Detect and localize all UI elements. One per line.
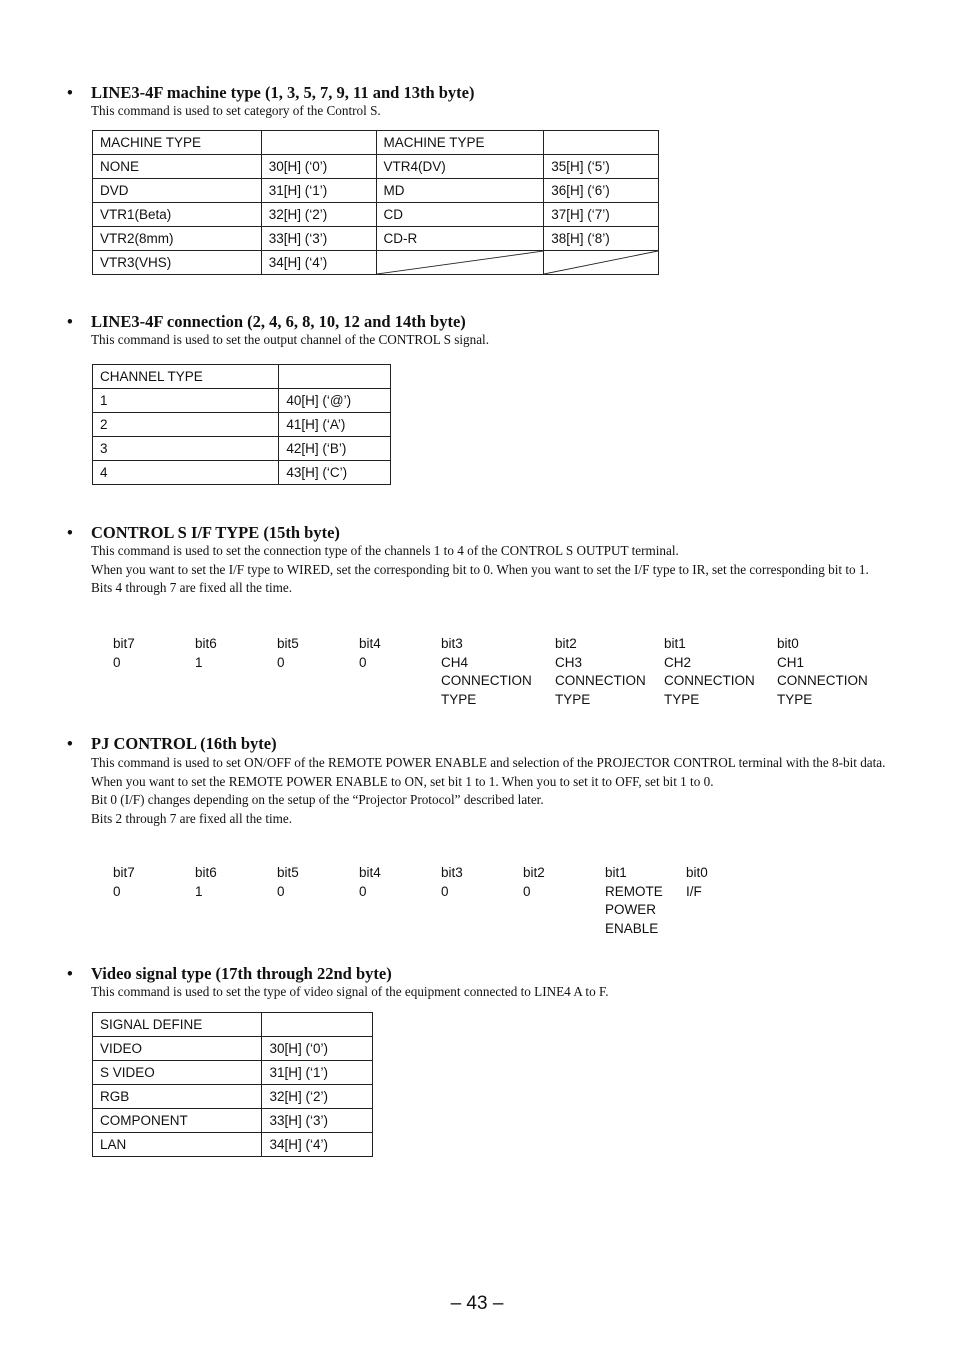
machine-type-heading	[67, 83, 474, 103]
table-cell: LAN	[93, 1133, 262, 1157]
connection-description: This command is used to set the output channel of the CONTROL S signal.	[91, 332, 490, 347]
video-signal-description: This command is used to set the type of video signal of the equipment connected to LINE4 A to F.	[91, 984, 609, 999]
connection-title: LINE3-4F connection (2, 4, 6, 8, 10, 12 and 14th byte)	[91, 312, 466, 331]
table-cell: 31[H] (‘1’)	[262, 1061, 373, 1085]
table-cell: 32[H] (‘2’)	[261, 203, 376, 227]
bullet-icon: •	[67, 734, 73, 753]
table-cell: CHANNEL TYPE	[93, 365, 279, 389]
bit-label: bit1	[605, 865, 627, 880]
bit-column-bit2	[555, 635, 646, 709]
bit-value: CH1	[777, 654, 805, 670]
bit-value: 1	[195, 654, 203, 670]
table-row	[93, 437, 391, 461]
bit-label: bit6	[195, 865, 217, 880]
connection-heading	[67, 312, 466, 332]
bullet-icon: •	[67, 83, 73, 102]
table-cell: 31[H] (‘1’)	[261, 179, 376, 203]
diagonal-line	[377, 251, 544, 274]
page-number: – 43 –	[450, 1293, 504, 1314]
table-header-row	[93, 1013, 373, 1037]
table-cell: MACHINE TYPE	[93, 131, 262, 155]
table-cell: 42[H] (‘B’)	[279, 437, 391, 461]
empty-diagonal-cell	[544, 251, 659, 275]
bit-value: 0	[441, 883, 449, 899]
table-row	[93, 1037, 373, 1061]
table-cell: COMPONENT	[93, 1109, 262, 1133]
table-row	[93, 179, 659, 203]
bit-value: 0	[277, 654, 285, 670]
bit-column-bit0	[777, 635, 868, 709]
bit-column-bit7	[113, 635, 135, 672]
table-cell	[544, 131, 659, 155]
table-cell: VTR1(Beta)	[93, 203, 262, 227]
table-cell: MD	[376, 179, 544, 203]
bit-column-bit4	[359, 635, 381, 672]
bit-value: TYPE	[441, 691, 477, 707]
table-cell: 33[H] (‘3’)	[262, 1109, 373, 1133]
table-cell: 35[H] (‘5’)	[544, 155, 659, 179]
bit-value: 0	[523, 883, 531, 899]
table-cell: 4	[93, 461, 279, 485]
video-signal-table	[92, 1012, 373, 1157]
bit-label: bit2	[523, 865, 545, 880]
table-cell: VTR3(VHS)	[93, 251, 262, 275]
bit-value: TYPE	[664, 691, 700, 707]
table-cell: 37[H] (‘7’)	[544, 203, 659, 227]
bit-value: REMOTE	[605, 883, 663, 899]
bit-value: I/F	[686, 883, 702, 899]
bit-label: bit7	[113, 636, 135, 651]
table-cell: RGB	[93, 1085, 262, 1109]
table-cell: S VIDEO	[93, 1061, 262, 1085]
table-row	[93, 155, 659, 179]
video-signal-title: Video signal type (17th through 22nd byte)	[91, 964, 392, 983]
table-row	[93, 389, 391, 413]
table-cell: VTR4(DV)	[376, 155, 544, 179]
bit-label: bit6	[195, 636, 217, 651]
table-cell: CD-R	[376, 227, 544, 251]
table-cell: 43[H] (‘C’)	[279, 461, 391, 485]
control-s-description: This command is used to set the connection type of the channels 1 to 4 of the CONTROL S OUTPUT terminal. When you want to set the I/F type to WIRED, set the corresponding bit to 0. When you want to set the I/F type to IR, set the corresponding bit to 1. Bits 4 through 7 are fixed all the time.	[91, 543, 869, 596]
bit-column-bit4	[359, 864, 381, 901]
bit-value: 0	[113, 883, 121, 899]
control-s-title: CONTROL S I/F TYPE (15th byte)	[91, 523, 340, 542]
bit-column-bit1	[605, 864, 663, 938]
bit-value: 0	[113, 654, 121, 670]
bit-label: bit7	[113, 865, 135, 880]
bit-value: CONNECTION	[441, 673, 532, 688]
bit-column-bit5	[277, 635, 299, 672]
control-s-bit-layout	[0, 635, 954, 715]
bit-column-bit3	[441, 864, 463, 901]
bit-column-bit0	[686, 864, 708, 901]
bit-value: 0	[359, 883, 367, 899]
table-cell: VIDEO	[93, 1037, 262, 1061]
bullet-icon: •	[67, 964, 73, 983]
bit-value: CONNECTION	[664, 673, 755, 688]
pj-control-bit-layout	[0, 864, 954, 944]
table-cell: 36[H] (‘6’)	[544, 179, 659, 203]
diagonal-line	[544, 251, 658, 274]
bit-label: bit0	[777, 636, 799, 651]
bit-value: 1	[195, 883, 203, 899]
table-cell	[279, 365, 391, 389]
bit-label: bit2	[555, 636, 577, 651]
bullet-icon: •	[67, 523, 73, 542]
table-cell: 34[H] (‘4’)	[261, 251, 376, 275]
table-cell: SIGNAL DEFINE	[93, 1013, 262, 1037]
pj-control-description: This command is used to set ON/OFF of the REMOTE POWER ENABLE and selection of the PROJECTOR CONTROL terminal with the 8-bit data. When you want to set the REMOTE POWER ENABLE to ON, set bit 1 to 1. When you to set it to OFF, set bit 1 to 0. Bit 0 (I/F) changes depending on the setup of the “Projector Protocol” described later. Bits 2 through 7 are fixed all the time.	[91, 755, 886, 826]
bit-column-bit1	[664, 635, 755, 709]
table-row	[93, 1085, 373, 1109]
table-header-row	[93, 365, 391, 389]
table-cell: 30[H] (‘0’)	[262, 1037, 373, 1061]
bit-value: CONNECTION	[777, 673, 868, 688]
bit-label: bit3	[441, 636, 463, 651]
bit-value: TYPE	[777, 691, 813, 707]
table-row	[93, 461, 391, 485]
table-cell: 41[H] (‘A’)	[279, 413, 391, 437]
bit-label: bit0	[686, 865, 708, 880]
machine-type-table	[92, 130, 659, 275]
bullet-icon: •	[67, 312, 73, 331]
table-cell: 30[H] (‘0’)	[261, 155, 376, 179]
bit-column-bit3	[441, 635, 532, 709]
table-row	[93, 251, 659, 275]
bit-value: 0	[359, 654, 367, 670]
bit-label: bit1	[664, 636, 686, 651]
pj-control-title: PJ CONTROL (16th byte)	[91, 734, 277, 753]
table-row	[93, 1133, 373, 1157]
table-cell: 3	[93, 437, 279, 461]
machine-type-title: LINE3-4F machine type (1, 3, 5, 7, 9, 11 and 13th byte)	[91, 83, 475, 102]
bit-value: TYPE	[555, 691, 591, 707]
table-cell	[261, 131, 376, 155]
table-cell: NONE	[93, 155, 262, 179]
table-cell	[262, 1013, 373, 1037]
table-row	[93, 1109, 373, 1133]
bit-label: bit4	[359, 865, 381, 880]
bit-value: CONNECTION	[555, 673, 646, 688]
table-cell: 38[H] (‘8’)	[544, 227, 659, 251]
bit-column-bit5	[277, 864, 299, 901]
bit-column-bit7	[113, 864, 135, 901]
bit-value: CH3	[555, 654, 583, 670]
video-signal-heading	[67, 964, 392, 984]
machine-type-description: This command is used to set category of the Control S.	[91, 103, 381, 118]
bit-label: bit5	[277, 865, 299, 880]
bit-value: 0	[277, 883, 285, 899]
control-s-heading	[67, 523, 340, 543]
table-cell: CD	[376, 203, 544, 227]
empty-diagonal-cell	[376, 251, 544, 275]
table-row	[93, 227, 659, 251]
table-cell: DVD	[93, 179, 262, 203]
bit-column-bit6	[195, 635, 217, 672]
connection-table	[92, 364, 391, 485]
bit-column-bit2	[523, 864, 545, 901]
table-cell: 1	[93, 389, 279, 413]
bit-label: bit4	[359, 636, 381, 651]
bit-value: CH2	[664, 654, 692, 670]
bit-label: bit5	[277, 636, 299, 651]
table-cell: 40[H] (‘@’)	[279, 389, 391, 413]
table-cell: VTR2(8mm)	[93, 227, 262, 251]
table-row	[93, 413, 391, 437]
table-cell: MACHINE TYPE	[376, 131, 544, 155]
table-cell: 2	[93, 413, 279, 437]
table-row	[93, 203, 659, 227]
table-header-row	[93, 131, 659, 155]
bit-value: ENABLE	[605, 920, 659, 936]
table-cell: 33[H] (‘3’)	[261, 227, 376, 251]
table-row	[93, 1061, 373, 1085]
table-cell: 32[H] (‘2’)	[262, 1085, 373, 1109]
bit-value: CH4	[441, 654, 469, 670]
pj-control-heading	[67, 734, 277, 754]
bit-column-bit6	[195, 864, 217, 901]
bit-label: bit3	[441, 865, 463, 880]
table-cell: 34[H] (‘4’)	[262, 1133, 373, 1157]
bit-value: POWER	[605, 902, 657, 917]
